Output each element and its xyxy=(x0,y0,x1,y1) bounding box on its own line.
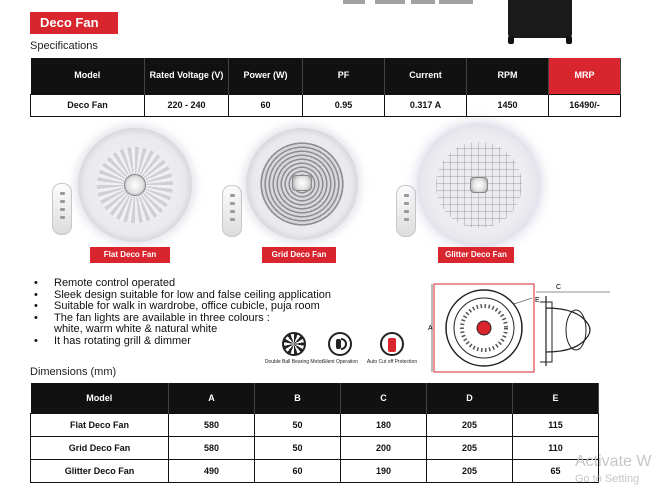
dim-cell: 580 xyxy=(169,413,255,436)
watermark-line-2: Go to Setting xyxy=(575,473,640,485)
spec-header-power: Power (W) xyxy=(229,58,303,94)
dimensions-table xyxy=(30,383,599,483)
product-label-grid: Grid Deco Fan xyxy=(262,247,336,263)
page-title: Deco Fan xyxy=(30,12,118,34)
cropped-top-caption xyxy=(335,0,485,6)
glitter-deco-fan-icon xyxy=(420,126,538,244)
dim-cell: Glitter Deco Fan xyxy=(31,459,169,482)
spec-cell: 0.95 xyxy=(303,94,385,116)
feature-icon-caption: Auto Cut off Protection xyxy=(366,359,418,365)
remote-control-icon xyxy=(52,183,72,235)
spec-header-pf: PF xyxy=(303,58,385,94)
specifications-table xyxy=(30,58,621,117)
spec-header-mrp: MRP xyxy=(549,58,621,94)
dim-header-b: B xyxy=(255,383,341,413)
dim-cell: 580 xyxy=(169,436,255,459)
spec-cell: 220 - 240 xyxy=(145,94,229,116)
product-label-flat: Flat Deco Fan xyxy=(90,247,170,263)
spec-cell: 60 xyxy=(229,94,303,116)
feature-icon-caption: Silent Operation xyxy=(322,359,358,365)
dim-cell: Grid Deco Fan xyxy=(31,436,169,459)
table-row xyxy=(31,459,599,482)
dim-header-model: Model xyxy=(31,383,169,413)
product-label-glitter: Glitter Deco Fan xyxy=(438,247,514,263)
list-item: • It has rotating grill & dimmer xyxy=(32,336,331,348)
diagram-label-e: E xyxy=(535,297,540,304)
spec-header-current: Current xyxy=(385,58,467,94)
dim-header-e: E xyxy=(513,383,599,413)
dimension-diagram xyxy=(428,278,624,380)
activation-watermark xyxy=(575,453,651,485)
diagram-hub xyxy=(477,321,491,335)
dim-cell: 50 xyxy=(255,436,341,459)
table-row xyxy=(31,436,599,459)
watermark-line-1: Activate W xyxy=(575,453,652,470)
dim-cell: 60 xyxy=(255,459,341,482)
feature-icon-caption: Double Ball Bearing Motor xyxy=(264,359,324,365)
list-item: • Suitable for walk in wardrobe, office cubicle, puja room xyxy=(32,301,331,313)
remote-control-icon xyxy=(222,185,242,237)
diagram-side-motor xyxy=(566,310,586,350)
list-item: • Sleek design suitable for low and false ceiling application xyxy=(32,290,331,302)
spec-header-row xyxy=(31,58,621,94)
list-item-continuation: white, warm white & natural white xyxy=(54,323,218,336)
dim-cell: 50 xyxy=(255,413,341,436)
spec-header-voltage: Rated Voltage (V) xyxy=(145,58,229,94)
spec-header-model: Model xyxy=(31,58,145,94)
remote-control-icon xyxy=(396,185,416,237)
dim-cell: 490 xyxy=(169,459,255,482)
diagram-label-c: C xyxy=(556,284,562,291)
diagram-label-a: A xyxy=(428,325,433,332)
dim-header-c: C xyxy=(341,383,427,413)
diagram-side-profile xyxy=(546,296,590,366)
dim-cell: 115 xyxy=(513,413,599,436)
dim-cell: 205 xyxy=(427,436,513,459)
dim-header-a: A xyxy=(169,383,255,413)
dim-cell: 190 xyxy=(341,459,427,482)
list-item: • Remote control operated xyxy=(32,278,331,290)
dim-cell: 65 xyxy=(513,459,599,482)
dim-cell: Flat Deco Fan xyxy=(31,413,169,436)
dim-cell: 200 xyxy=(341,436,427,459)
spec-cell: 16490/- xyxy=(549,94,621,116)
dimensions-heading: Dimensions (mm) xyxy=(30,366,117,378)
cabinet-image xyxy=(506,0,574,44)
auto-cutoff-icon xyxy=(362,332,422,365)
dim-cell: 205 xyxy=(427,459,513,482)
list-item: • The fan lights are available in three colours : xyxy=(32,313,331,325)
table-row xyxy=(31,94,621,116)
dim-cell: 110 xyxy=(513,436,599,459)
spec-cell: 1450 xyxy=(467,94,549,116)
leader-line-e xyxy=(514,298,532,304)
grid-deco-fan-icon xyxy=(246,128,358,240)
dim-header-row xyxy=(31,383,599,413)
dim-cell: 180 xyxy=(341,413,427,436)
table-row xyxy=(31,413,599,436)
spec-cell: 0.317 A xyxy=(385,94,467,116)
dim-cell: 205 xyxy=(427,413,513,436)
flat-deco-fan-icon xyxy=(78,128,192,242)
silent-operation-icon xyxy=(310,332,370,365)
specifications-heading: Specifications xyxy=(30,40,98,52)
dim-header-d: D xyxy=(427,383,513,413)
spec-header-rpm: RPM xyxy=(467,58,549,94)
spec-cell: Deco Fan xyxy=(31,94,145,116)
